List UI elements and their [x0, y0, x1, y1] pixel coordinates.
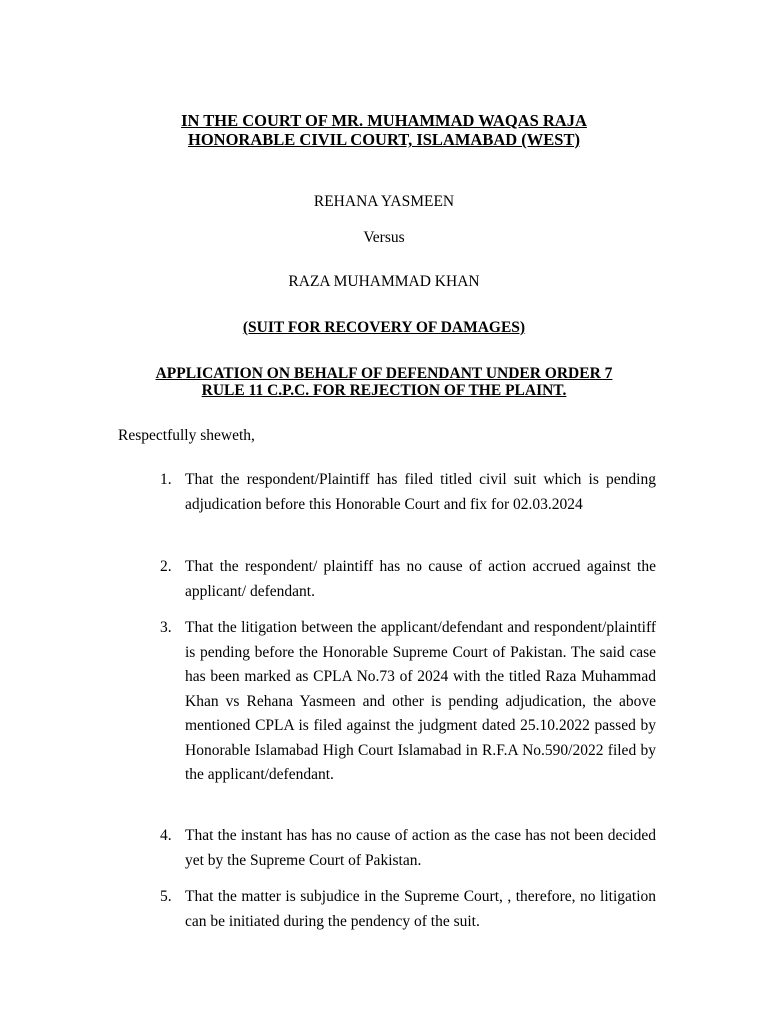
application-title-line-2: RULE 11 C.P.C. FOR REJECTION OF THE PLAINT.	[201, 382, 567, 399]
list-item	[160, 555, 656, 604]
paragraph-text: That the respondent/Plaintiff has filed titled civil suit which is pending adjudication before this Honorable Court and fix for 02.03.2024	[185, 471, 656, 513]
court-heading-line-2: HONORABLE CIVIL COURT, ISLAMABAD (WEST)	[188, 130, 580, 149]
paragraph-number: 1.	[160, 471, 172, 488]
paragraph-text: That the instant has has no cause of action as the case has not been decided yet by the Supreme Court of Pakistan.	[185, 827, 656, 869]
list-item	[160, 616, 656, 788]
paragraph-text: That the litigation between the applicant/defendant and respondent/plaintiff is pending before the Honorable Supreme Court of Pakistan. The said case has been marked as CPLA No.73 of 2024 with the titled Raza Muhammad Khan vs Rehana Yasmeen and other is pending adjudication, the above mentioned CPLA is filed against the judgment dated 25.10.2022 passed by Honorable Islamabad High Court Islamabad in R.F.A No.590/2022 filed by the applicant/defendant.	[185, 619, 656, 783]
paragraph-number: 4.	[160, 827, 172, 844]
plaintiff-name: REHANA YASMEEN	[313, 193, 455, 210]
suit-title: (SUIT FOR RECOVERY OF DAMAGES)	[242, 319, 526, 336]
defendant-name: RAZA MUHAMMAD KHAN	[288, 273, 480, 290]
court-heading-line-1: IN THE COURT OF MR. MUHAMMAD WAQAS RAJA	[181, 111, 587, 130]
list-item	[160, 468, 656, 517]
paragraph-number: 2.	[160, 558, 172, 575]
paragraph-text: That the matter is subjudice in the Supreme Court, , therefore, no litigation can be initiated during the pendency of the suit.	[185, 888, 656, 930]
list-item	[160, 824, 656, 873]
salutation: Respectfully sheweth,	[118, 427, 255, 444]
list-item	[160, 885, 656, 934]
versus-label: Versus	[363, 229, 405, 246]
application-title-line-1: APPLICATION ON BEHALF OF DEFENDANT UNDER ORDER 7	[155, 365, 613, 382]
paragraph-number: 5.	[160, 888, 172, 905]
paragraph-text: That the respondent/ plaintiff has no cause of action accrued against the applicant/ defendant.	[185, 558, 656, 600]
paragraph-number: 3.	[160, 619, 172, 636]
